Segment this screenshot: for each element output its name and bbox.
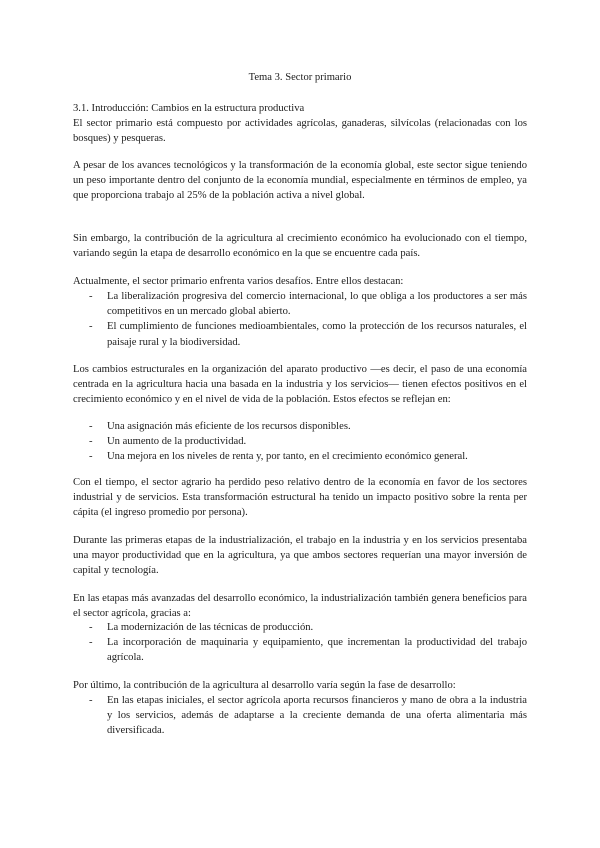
list-item-text: Un aumento de la productividad. (107, 436, 247, 448)
list-item (73, 289, 527, 319)
list-item (73, 635, 527, 665)
list-item (73, 693, 527, 739)
bullet-dash: - (89, 695, 93, 706)
effects-list (73, 419, 527, 465)
phases-list (73, 693, 527, 739)
list-item (73, 434, 527, 449)
bullet-dash: - (89, 321, 93, 333)
list-item-text: Una mejora en los niveles de renta y, por tanto, en el crecimiento económico general. (107, 451, 468, 463)
list-item (73, 319, 527, 349)
paragraph-structural-changes: Los cambios estructurales en la organización del aparato productivo —es decir, el paso de una economía centrada en la agricultura hacia una basada en la industria y los servicios— tienen efectos positivos en el crecimiento económico y en el nivel de vida de la población. Estos efectos se reflejan en: (73, 364, 527, 406)
list-item-text: Una asignación más eficiente de los recursos disponibles. (107, 421, 351, 432)
list-item-text: En las etapas iniciales, el sector agrícola aporta recursos financieros y mano de obra a la industria y los servicios, además de adaptarse a la creciente demanda de una oferta alimentaria más diversificada. (107, 695, 527, 737)
list-item-text: La modernización de las técnicas de producción. (107, 622, 314, 633)
section-heading: 3.1. Introducción: Cambios en la estructura productiva (73, 103, 305, 114)
list-item (73, 419, 527, 434)
paragraph-challenges-intro: Actualmente, el sector primario enfrenta varios desafíos. Entre ellos destacan: (73, 276, 404, 287)
list-item (73, 449, 527, 464)
paragraph-advanced-stages: En las etapas más avanzadas del desarrollo económico, la industrialización también genera beneficios para el sector agrícola, gracias a: (73, 593, 527, 620)
paragraph-industrialization: Durante las primeras etapas de la industrialización, el trabajo en la industria y en los servicios presentaba una mayor productividad que en la agricultura, ya que ambos sectores requerían una mayor inversión de capital y tecnología. (73, 535, 527, 577)
paragraph-development-phases: Por último, la contribución de la agricultura al desarrollo varía según la fase de desarrollo: (73, 680, 456, 691)
bullet-dash: - (89, 421, 93, 432)
document-title: Tema 3. Sector primario (248, 72, 352, 83)
bullet-dash: - (89, 637, 93, 649)
paragraph-contribution: Sin embargo, la contribución de la agricultura al crecimiento económico ha evolucionado con el tiempo, variando según la etapa de desarrollo económico en la que se encuentre cada país. (73, 233, 527, 260)
paragraph-agrarian-weight: Con el tiempo, el sector agrario ha perdido peso relativo dentro de la economía en favor de los sectores industrial y de servicios. Esta transformación estructural ha tenido un impacto positivo sobre la renta per cápita (el ingreso promedio por persona). (73, 477, 527, 519)
benefits-list (73, 620, 527, 666)
list-item-text: El cumplimiento de funciones medioambientales, como la protección de los recursos naturales, el paisaje rural y la biodiversidad. (107, 321, 527, 348)
list-item (73, 620, 527, 635)
bullet-dash: - (89, 291, 93, 302)
challenges-list (73, 289, 527, 350)
bullet-dash: - (89, 622, 93, 633)
list-item-text: La liberalización progresiva del comercio internacional, lo que obliga a los productores a ser más competitivos en un mercado global abierto. (107, 291, 527, 318)
paragraph-employment: A pesar de los avances tecnológicos y la transformación de la economía global, este sector sigue teniendo un peso importante dentro del conjunto de la economía mundial, especialmente en términos de empleo, ya que proporciona trabajo al 25% de la población activa a nivel global. (73, 160, 527, 202)
bullet-dash: - (89, 436, 93, 448)
intro-paragraph: El sector primario está compuesto por actividades agrícolas, ganaderas, silvícolas (relacionadas con los bosques) y pesqueras. (73, 118, 527, 145)
list-item-text: La incorporación de maquinaria y equipamiento, que incrementan la productividad del trabajo agrícola. (107, 637, 527, 664)
bullet-dash: - (89, 451, 93, 463)
